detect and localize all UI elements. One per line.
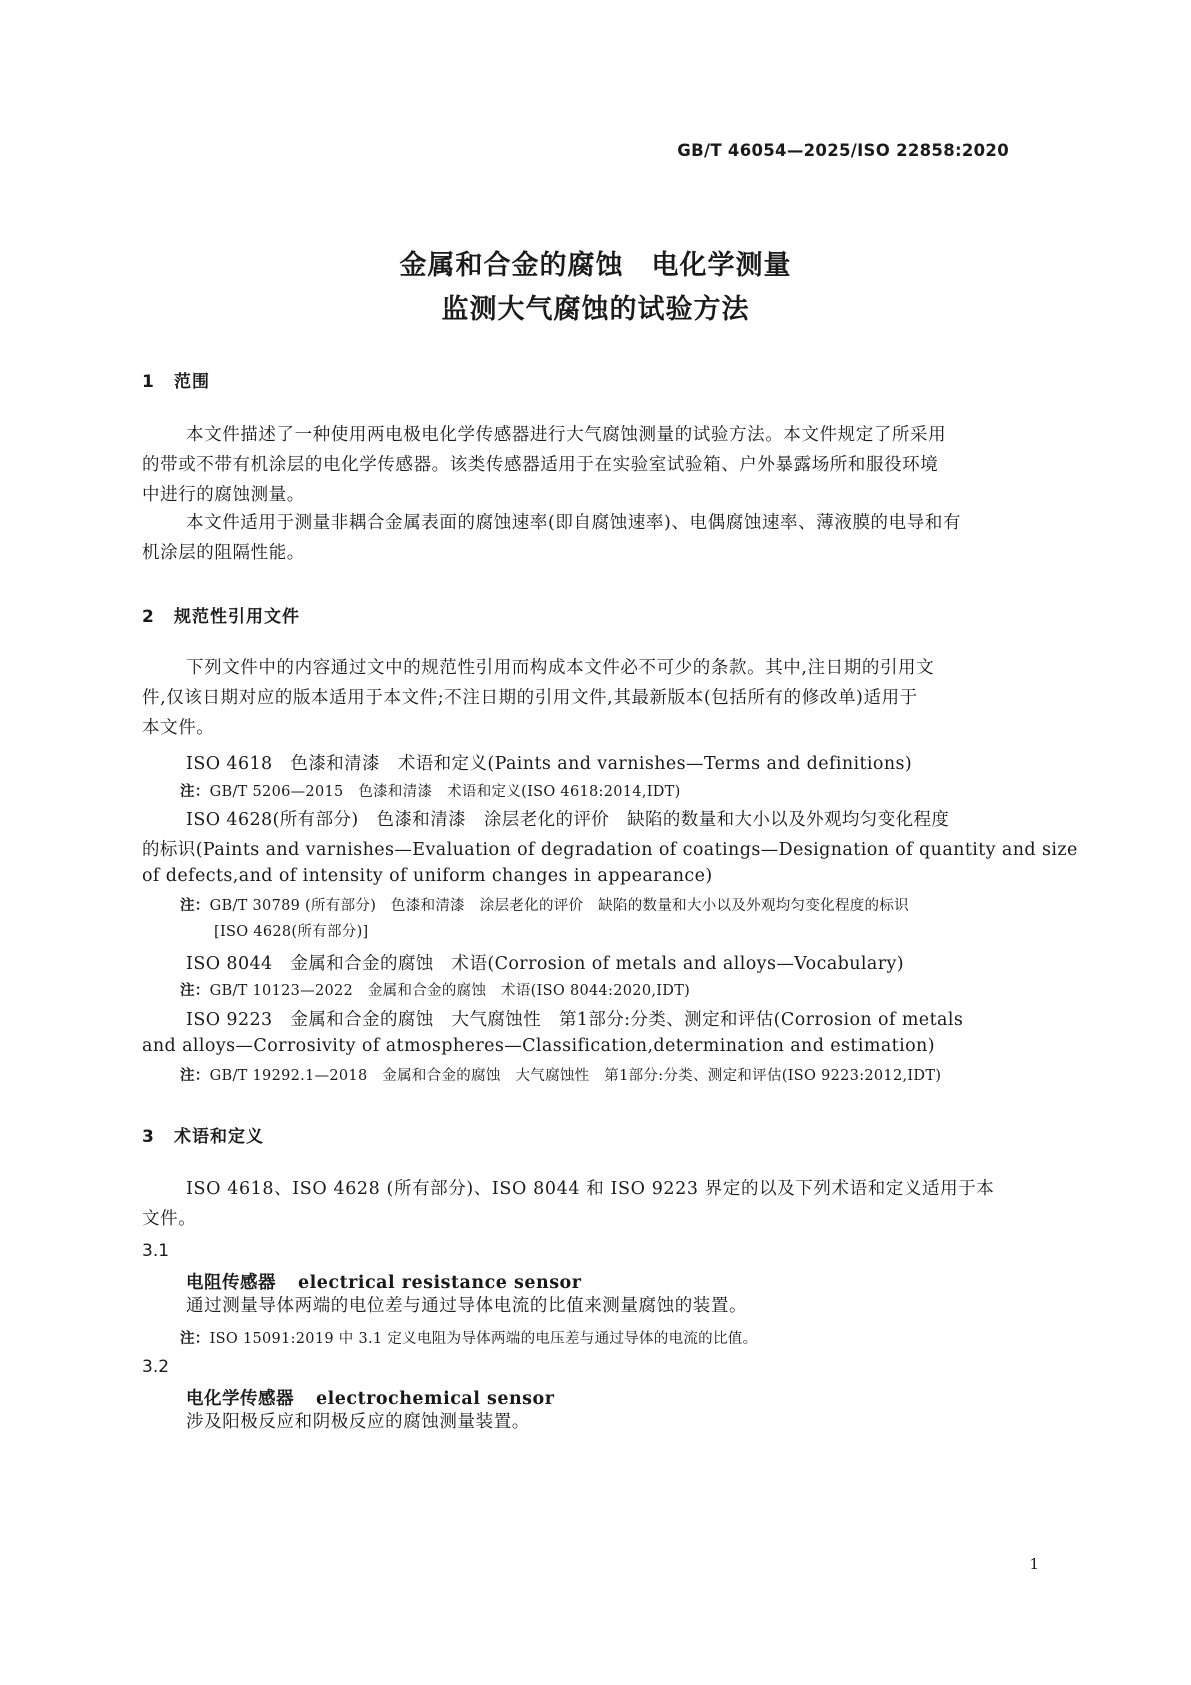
section-title: 规范性引用文件 [174, 607, 300, 627]
reference-entry-cont: 的标识(Paints and varnishes—Evaluation of degradation of coatings—Designation of quantity and size [142, 840, 1078, 860]
term-zh: 电阻传感器 [186, 1273, 276, 1293]
paragraph-line: 本文件描述了一种使用两电极电化学传感器进行大气腐蚀测量的试验方法。本文件规定了所采用 [186, 425, 947, 445]
paragraph-line: 的带或不带有机涂层的电化学传感器。该类传感器适用于在实验室试验箱、户外暴露场所和服役环境 [142, 455, 939, 475]
term-en: electrochemical sensor [316, 1389, 555, 1409]
reference-note [180, 979, 690, 1000]
note-text: GB/T 10123—2022 金属和合金的腐蚀 术语(ISO 8044:2020,IDT) [209, 983, 691, 999]
section-heading-normative-references [142, 602, 300, 627]
paragraph-line: 机涂层的阻隔性能。 [142, 543, 305, 563]
note-text: GB/T 19292.1—2018 金属和合金的腐蚀 大气腐蚀性 第1部分:分类、测定和评估(ISO 9223:2012,IDT) [209, 1068, 942, 1084]
section-number: 1 [142, 372, 155, 392]
reference-note [180, 894, 909, 915]
note-label: 注： [180, 784, 210, 800]
reference-entry-cont: and alloys—Corrosivity of atmospheres—Classification,determination and estimation) [142, 1036, 935, 1056]
reference-entry-cont: of defects,and of intensity of uniform changes in appearance) [142, 866, 713, 886]
note-text: ISO 15091:2019 中 3.1 定义电阻为导体两端的电压差与通过导体的电流的比值。 [209, 1331, 758, 1347]
term-note [180, 1327, 757, 1348]
section-heading-scope [142, 367, 210, 392]
reference-note [180, 1064, 941, 1085]
note-label: 注： [180, 1331, 210, 1347]
paragraph-line: 本文件适用于测量非耦合金属表面的腐蚀速率(即自腐蚀速率)、电偶腐蚀速率、薄液膜的电导和有 [186, 513, 962, 533]
reference-entry: ISO 8044 金属和合金的腐蚀 术语(Corrosion of metals and alloys—Vocabulary) [186, 954, 905, 974]
paragraph-line: 件,仅该日期对应的版本适用于本文件;不注日期的引用文件,其最新版本(包括所有的修改单)适用于 [142, 688, 918, 708]
section-number: 3 [142, 1127, 155, 1147]
clause-number: 3.2 [142, 1357, 170, 1377]
paragraph-line: ISO 4618、ISO 4628 (所有部分)、ISO 8044 和 ISO 9223 界定的以及下列术语和定义适用于本 [186, 1179, 995, 1199]
term-entry [186, 1385, 554, 1410]
standard-code: GB/T 46054—2025/ISO 22858:2020 [677, 141, 1009, 160]
note-text: GB/T 5206—2015 色漆和清漆 术语和定义(ISO 4618:2014,IDT) [209, 784, 681, 800]
section-heading-terms-definitions [142, 1122, 264, 1147]
note-text: GB/T 30789 (所有部分) 色漆和清漆 涂层老化的评价 缺陷的数量和大小以及外观均匀变化程度的标识 [209, 898, 909, 914]
paragraph-line: 文件。 [142, 1209, 197, 1229]
reference-note [180, 780, 681, 801]
note-label: 注： [180, 898, 210, 914]
term-entry [186, 1269, 581, 1294]
note-label: 注： [180, 983, 210, 999]
note-label: 注： [180, 1068, 210, 1084]
reference-entry: ISO 9223 金属和合金的腐蚀 大气腐蚀性 第1部分:分类、测定和评估(Corrosion of metals [186, 1010, 964, 1030]
clause-number: 3.1 [142, 1241, 170, 1261]
term-definition: 通过测量导体两端的电位差与通过导体电流的比值来测量腐蚀的装置。 [186, 1296, 748, 1316]
reference-entry: ISO 4618 色漆和清漆 术语和定义(Paints and varnishes—Terms and definitions) [186, 754, 913, 774]
paragraph-line: 下列文件中的内容通过文中的规范性引用而构成本文件必不可少的条款。其中,注日期的引用文 [186, 658, 935, 678]
section-number: 2 [142, 607, 155, 627]
section-title: 范围 [174, 372, 210, 392]
section-title: 术语和定义 [174, 1127, 264, 1147]
page-number: 1 [1029, 1555, 1039, 1573]
term-en: electrical resistance sensor [298, 1273, 582, 1293]
reference-entry: ISO 4628(所有部分) 色漆和清漆 涂层老化的评价 缺陷的数量和大小以及外观均匀变化程度 [186, 810, 950, 830]
paragraph-line: 本文件。 [142, 718, 215, 738]
document-title-line-2: 监测大气腐蚀的试验方法 [441, 294, 750, 325]
reference-note-cont: [ISO 4628(所有部分)] [214, 924, 369, 940]
document-title-line-1: 金属和合金的腐蚀 电化学测量 [399, 250, 792, 281]
term-definition: 涉及阳极反应和阴极反应的腐蚀测量装置。 [186, 1412, 530, 1432]
term-zh: 电化学传感器 [186, 1389, 294, 1409]
paragraph-line: 中进行的腐蚀测量。 [142, 485, 305, 505]
